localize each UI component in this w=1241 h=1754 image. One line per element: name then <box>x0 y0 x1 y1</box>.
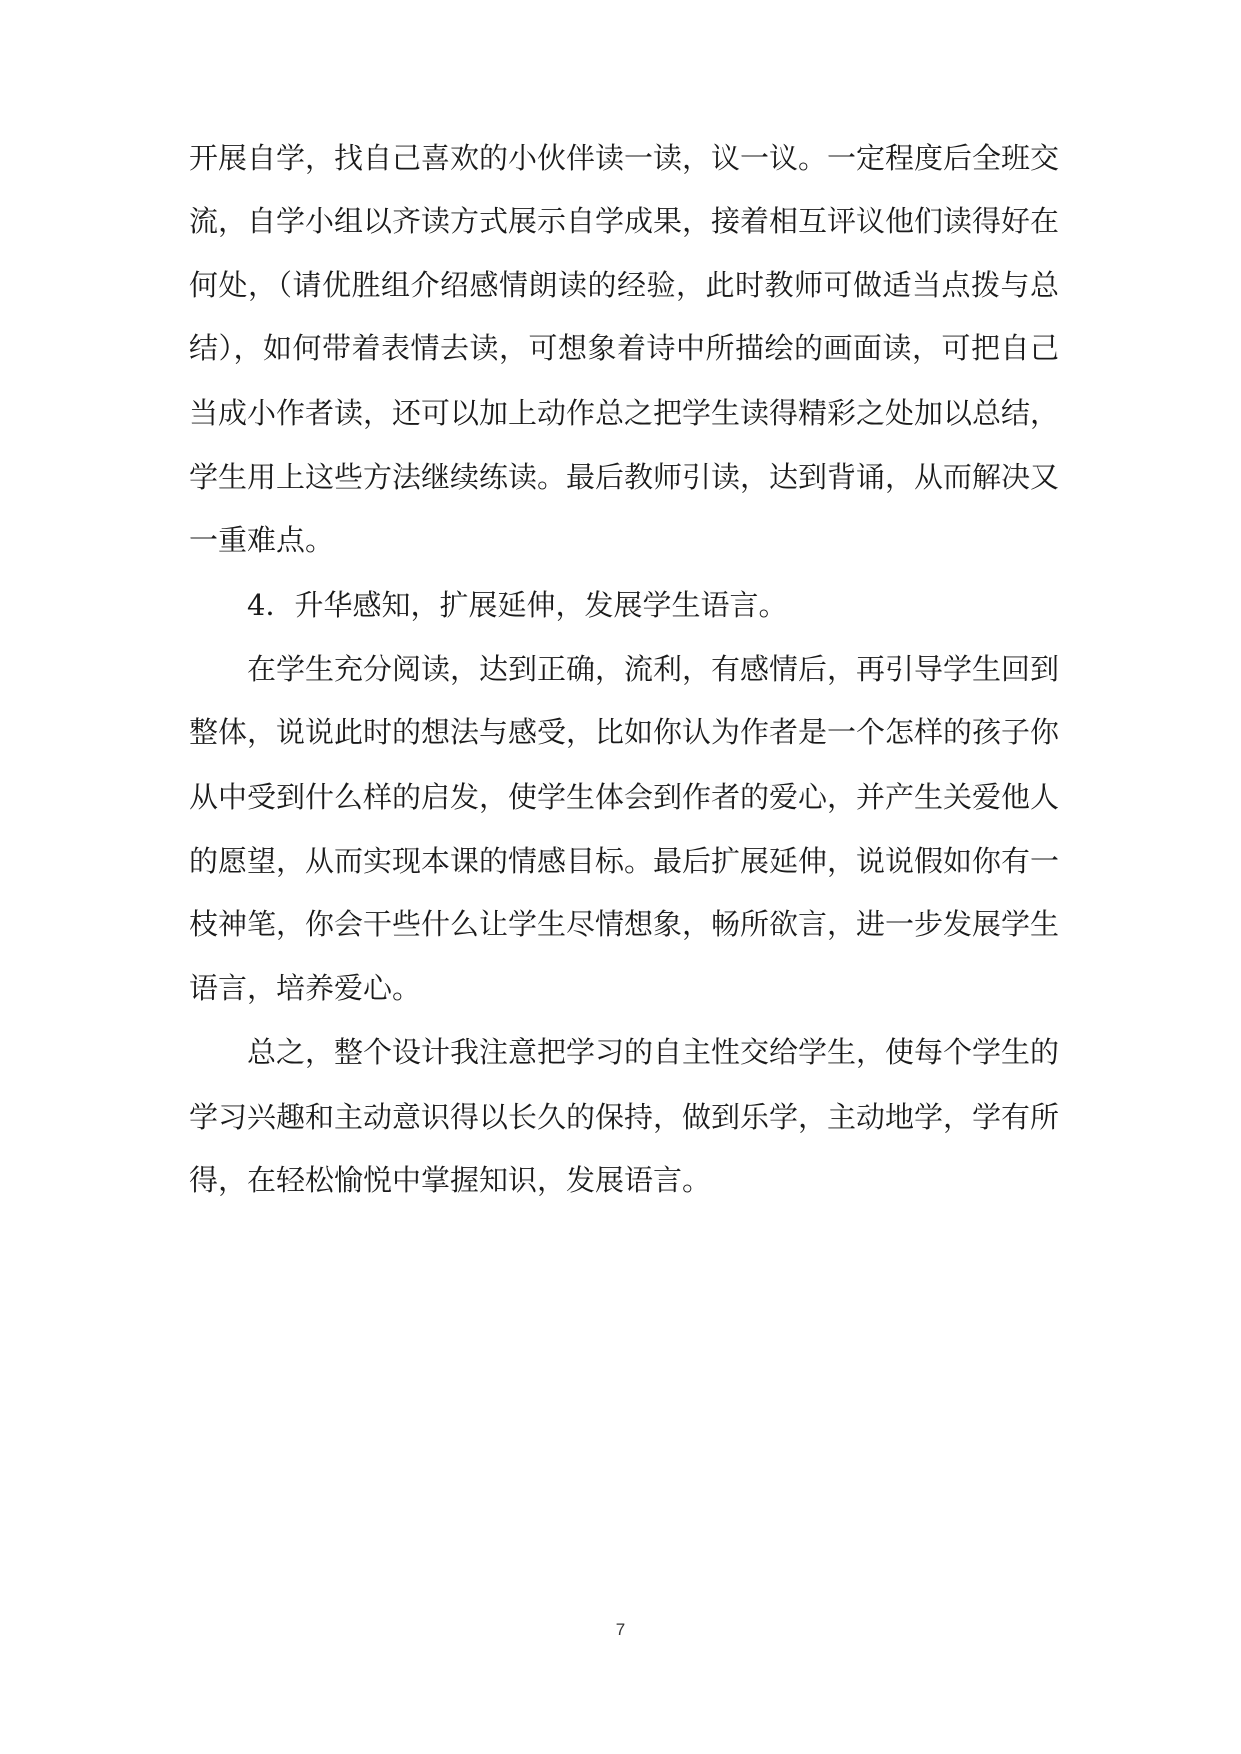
text-line: 开展自学，找自己喜欢的小伙伴读一读，议一议。一定程度后全班交 <box>189 141 1060 175</box>
text-line: 流，自学小组以齐读方式展示自学成果，接着相互评议他们读得好在 <box>189 204 1060 238</box>
text-line: 语言，培养爱心。 <box>189 971 422 1005</box>
text-line: 学生用上这些方法继续练读。最后教师引读，达到背诵，从而解决又 <box>189 460 1060 494</box>
text-line: 结），如何带着表情去读，可想象着诗中所描绘的画面读，可把自己 <box>189 331 1059 365</box>
text-line: 当成小作者读，还可以加上动作总之把学生读得精彩之处加以总结， <box>189 396 1060 430</box>
text-line: 一重难点。 <box>189 523 335 557</box>
text-line: 枝神笔，你会干些什么让学生尽情想象，畅所欲言，进一步发展学生 <box>189 907 1060 941</box>
text-line: 得，在轻松愉悦中掌握知识，发展语言。 <box>189 1163 712 1197</box>
text-line: 的愿望，从而实现本课的情感目标。最后扩展延伸，说说假如你有一 <box>189 844 1060 878</box>
page-number: 7 <box>615 1620 626 1639</box>
section-heading: 4．升华感知，扩展延伸，发展学生语言。 <box>247 588 788 622</box>
text-line: 总之，整个设计我注意把学习的自主性交给学生，使每个学生的 <box>247 1035 1060 1069</box>
text-line: 何处，（请优胜组介绍感情朗读的经验，此时教师可做适当点拨与总 <box>189 268 1059 302</box>
text-line: 整体，说说此时的想法与感受，比如你认为作者是一个怎样的孩子你 <box>189 715 1060 749</box>
text-line: 从中受到什么样的启发，使学生体会到作者的爱心，并产生关爱他人 <box>189 780 1060 814</box>
text-line: 在学生充分阅读，达到正确，流利，有感情后，再引导学生回到 <box>247 652 1060 686</box>
text-line: 学习兴趣和主动意识得以长久的保持，做到乐学，主动地学，学有所 <box>189 1100 1060 1134</box>
